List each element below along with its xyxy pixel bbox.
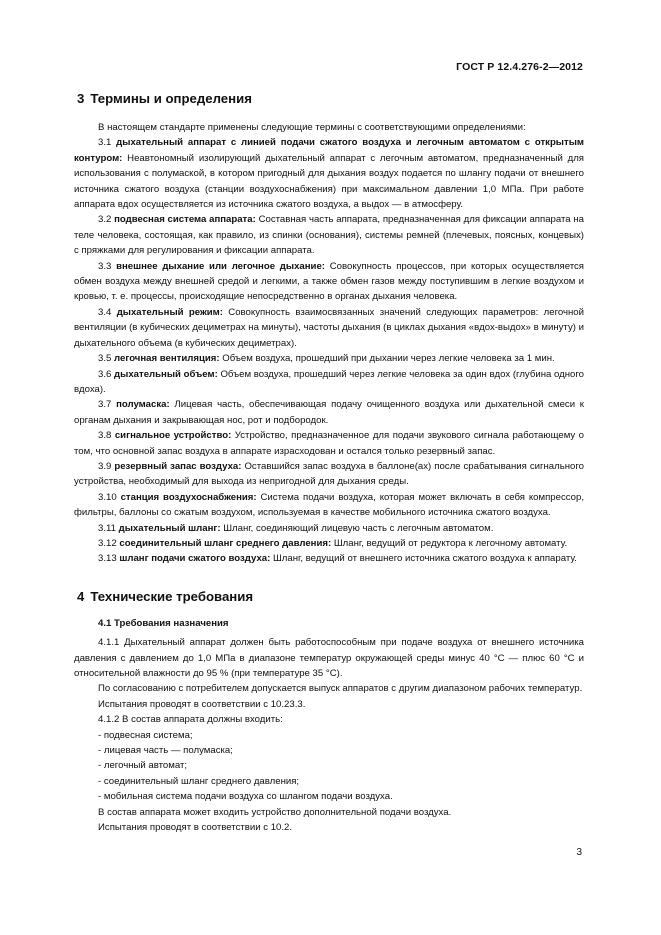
term-name: резервный запас воздуха: bbox=[114, 460, 242, 472]
term-number: 3.13 bbox=[98, 553, 117, 565]
list-item: - соединительный шланг среднего давления; bbox=[98, 775, 300, 787]
term-entry bbox=[74, 397, 584, 428]
term-name: станция воздухоснабжения: bbox=[120, 491, 257, 503]
paragraph: Испытания проводят в соответствии с 10.2. bbox=[98, 822, 293, 834]
term-entry bbox=[74, 367, 584, 398]
list-item: - легочный автомат; bbox=[98, 760, 188, 772]
section-number: 4 bbox=[77, 588, 85, 604]
terms-list bbox=[74, 135, 584, 566]
term-name: дыхательный шланг: bbox=[118, 522, 221, 534]
term-definition: Шланг, ведущий от редуктора к легочному автомату. bbox=[333, 537, 568, 549]
page-content bbox=[74, 88, 584, 835]
term-definition: Совокупность процессов, при которых осуществляется обмен воздуха между внешней средой и легкими, а также обмен газов между поступившим в легкие воздухом и кровью, т. е. процессы, происходящие непосредственно в органах дыхания человека. bbox=[74, 260, 584, 303]
term-definition: Составная часть аппарата, предназначенная для фиксации аппарата на теле человека, состоящая, как правило, из спинки (основания), системы ремней (плечевых, поясных, концевых) с пряжками для регулирования и фиксации аппарата. bbox=[74, 214, 585, 257]
term-definition: Шланг, соединяющий лицевую часть с легочным автоматом. bbox=[223, 522, 494, 534]
term-entry bbox=[74, 135, 584, 212]
term-number: 3.3 bbox=[98, 260, 112, 272]
paragraph: По согласованию с потребителем допускается выпуск аппаратов с другим диапазоном рабочих температур. bbox=[98, 683, 583, 695]
term-entry bbox=[74, 212, 584, 258]
subsection-heading: 4.1 Требования назначения bbox=[98, 617, 229, 629]
section-4-heading bbox=[74, 586, 584, 608]
term-name: шланг подачи сжатого воздуха: bbox=[119, 553, 271, 565]
page-number: 3 bbox=[576, 847, 582, 858]
term-entry bbox=[74, 459, 584, 490]
term-number: 3.12 bbox=[98, 537, 117, 549]
term-definition: Объем воздуха, прошедший при дыхании через легкие человека за 1 мин. bbox=[222, 353, 555, 365]
list-item: - лицевая часть — полумаска; bbox=[98, 745, 233, 757]
term-name: дыхательный объем: bbox=[114, 368, 218, 380]
term-number: 3.11 bbox=[98, 522, 116, 534]
term-number: 3.10 bbox=[98, 491, 117, 503]
paragraph: В состав аппарата может входить устройство дополнительной подачи воздуха. bbox=[98, 806, 452, 818]
term-name: легочная вентиляция: bbox=[114, 353, 220, 365]
term-name: подвесная система аппарата: bbox=[114, 214, 256, 226]
term-entry bbox=[74, 521, 584, 536]
list-item: - мобильная система подачи воздуха со шлангом подачи воздуха. bbox=[98, 791, 393, 803]
term-entry bbox=[74, 305, 584, 351]
term-number: 3.8 bbox=[98, 430, 112, 442]
section-intro: В настоящем стандарте применены следующие термины с соответствующими определениями: bbox=[98, 122, 526, 133]
term-name: соединительный шланг среднего давления: bbox=[119, 537, 332, 549]
term-name: дыхательный режим: bbox=[116, 306, 223, 318]
components-list bbox=[74, 728, 584, 805]
term-entry bbox=[74, 351, 584, 366]
term-definition: Система подачи воздуха, которая может включать в себя компрессор, фильтры, баллоны со сжатым воздухом, используемая в качестве мобильного источника сжатого воздуха. bbox=[74, 491, 584, 519]
term-definition: Устройство, предназначенное для подачи звукового сигнала работающему о том, что основной запас воздуха в аппарате израсходован и остался только резервный запас. bbox=[74, 430, 585, 457]
term-entry bbox=[74, 490, 584, 521]
paragraph: 4.1.1 Дыхательный аппарат должен быть работоспособным при подаче воздуха от внешнего источника давления с давлением до 1,0 МПа в диапазоне температур окружающей среды минус 40 °С — плюс 60 °С и относительной влажности до 95 % (при температуре 35 °С). bbox=[74, 637, 584, 679]
term-number: 3.1 bbox=[98, 137, 112, 149]
section-title: Термины и определения bbox=[90, 91, 252, 106]
paragraph: Испытания проводят в соответствии с 10.23.3. bbox=[98, 698, 306, 710]
term-number: 3.4 bbox=[98, 306, 112, 318]
section-3-heading bbox=[74, 88, 584, 110]
term-entry bbox=[74, 536, 584, 551]
term-definition: Оставшийся запас воздуха в баллоне(ах) после срабатывания сигнального устройства, необходимый для выхода из непригодной для дыхания среды. bbox=[74, 460, 584, 488]
standard-code-header: ГОСТ Р 12.4.276-2—2012 bbox=[456, 61, 583, 73]
term-number: 3.7 bbox=[98, 399, 112, 411]
term-number: 3.5 bbox=[98, 353, 112, 365]
list-item: - подвесная система; bbox=[98, 729, 193, 741]
paragraph: 4.1.2 В состав аппарата должны входить: bbox=[98, 714, 283, 726]
section-number: 3 bbox=[77, 91, 85, 106]
term-number: 3.9 bbox=[98, 460, 112, 472]
term-definition: Совокупность взаимосвязанных значений следующих параметров: легочной вентиляции (в кубических дециметрах на минуты), частоты дыхания (в циклах дыхания «вдох-выдох» в минуту) и дыхательного объема (в кубических дециметрах). bbox=[74, 306, 584, 349]
term-name: полумаска: bbox=[116, 399, 170, 411]
section-title: Технические требования bbox=[90, 588, 254, 604]
term-number: 3.2 bbox=[98, 214, 112, 226]
term-entry bbox=[74, 551, 584, 566]
term-definition: Шланг, ведущий от внешнего источника сжатого воздуха к аппарату. bbox=[272, 553, 577, 565]
term-number: 3.6 bbox=[98, 368, 112, 380]
term-entry bbox=[74, 428, 584, 459]
term-entry bbox=[74, 259, 584, 305]
term-definition: Неавтономный изолирующий дыхательный аппарат с легочным автоматом, предназначенный для использования с полумаской, в котором пригодный для дыхания воздух подается по шлангу подачи от внешнего источника сжатого воздуха (станции воздухоснабжения) при максимальном давлении 1,0 МПа. При работе аппарата вдох осуществляется из источника сжатого воздуха, а выдох — в атмосферу. bbox=[74, 152, 584, 211]
term-name: внешнее дыхание или легочное дыхание: bbox=[116, 260, 325, 272]
term-definition: Объем воздуха, прошедший через легкие человека за один вдох (глубина одного вдоха). bbox=[74, 368, 584, 395]
term-name: дыхательный аппарат с линией подачи сжатого воздуха и легочным автоматом с открытым контуром: bbox=[74, 137, 584, 164]
term-definition: Лицевая часть, обеспечивающая подачу очищенного воздуха или дыхательной смеси к органам дыхания и закрывающая нос, рот и подбородок. bbox=[74, 399, 584, 426]
term-name: сигнальное устройство: bbox=[114, 430, 232, 442]
